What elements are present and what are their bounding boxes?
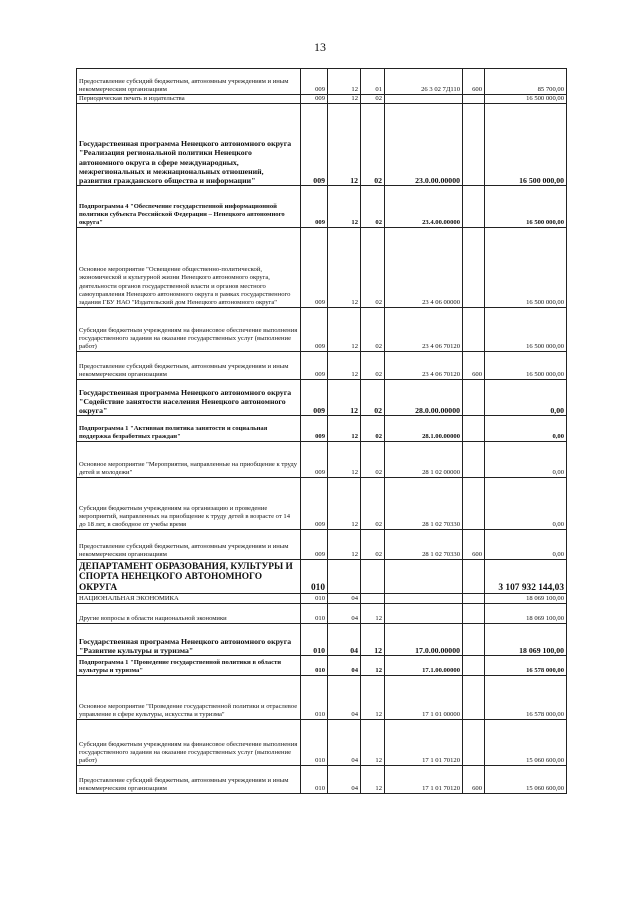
row-expense-type bbox=[463, 104, 485, 186]
row-expense-type bbox=[463, 604, 485, 624]
row-name: Другие вопросы в области национальной экономики bbox=[77, 604, 301, 624]
row-ved-code: 010 bbox=[301, 656, 328, 676]
row-amount: 16 578 000,00 bbox=[485, 676, 567, 720]
row-amount: 18 069 100,00 bbox=[485, 604, 567, 624]
row-expense-type bbox=[463, 416, 485, 442]
row-subsection-code: 02 bbox=[361, 352, 385, 380]
table-row bbox=[77, 69, 567, 95]
row-expense-type bbox=[463, 656, 485, 676]
row-section-code: 12 bbox=[328, 228, 361, 308]
row-amount: 15 060 600,00 bbox=[485, 720, 567, 766]
row-target-code: 23.4.00.00000 bbox=[385, 186, 463, 228]
row-name: Основное мероприятие "Освещение общественно-политической, экономической и культурной жизни Ненецкого автономного округа, деятельности органов государственной власти и органов местного самоуправления Ненецкого автономного округа в рамках государственного задания ГБУ НАО "Издательский дом Ненецкого автономного округа" bbox=[77, 228, 301, 308]
row-expense-type bbox=[463, 594, 485, 604]
row-amount: 15 060 600,00 bbox=[485, 766, 567, 794]
table-row bbox=[77, 766, 567, 794]
row-ved-code: 009 bbox=[301, 478, 328, 530]
row-subsection-code: 02 bbox=[361, 104, 385, 186]
table-row bbox=[77, 560, 567, 594]
row-target-code: 23 4 06 70120 bbox=[385, 308, 463, 352]
table-row bbox=[77, 95, 567, 104]
row-subsection-code bbox=[361, 560, 385, 594]
row-amount: 18 069 100,00 bbox=[485, 594, 567, 604]
row-ved-code: 009 bbox=[301, 530, 328, 560]
row-name: Подпрограмма 1 "Активная политика занятости и социальная поддержка безработных граждан" bbox=[77, 416, 301, 442]
row-ved-code: 009 bbox=[301, 442, 328, 478]
row-target-code: 23 4 06 00000 bbox=[385, 228, 463, 308]
row-name: Государственная программа Ненецкого автономного округа "Развитие культуры и туризма" bbox=[77, 624, 301, 656]
row-amount: 18 069 100,00 bbox=[485, 624, 567, 656]
row-subsection-code: 12 bbox=[361, 766, 385, 794]
row-expense-type bbox=[463, 478, 485, 530]
table-row bbox=[77, 380, 567, 416]
row-target-code: 28.0.00.00000 bbox=[385, 380, 463, 416]
row-ved-code: 009 bbox=[301, 416, 328, 442]
row-name: Периодическая печать и издательства bbox=[77, 95, 301, 104]
row-subsection-code: 01 bbox=[361, 69, 385, 95]
row-name: Предоставление субсидий бюджетным, автономным учреждениям и иным некоммерческим организациям bbox=[77, 530, 301, 560]
row-target-code: 28 1 02 70330 bbox=[385, 530, 463, 560]
row-subsection-code bbox=[361, 594, 385, 604]
row-subsection-code: 02 bbox=[361, 380, 385, 416]
row-subsection-code: 02 bbox=[361, 308, 385, 352]
table-row bbox=[77, 352, 567, 380]
row-target-code: 17.0.00.00000 bbox=[385, 624, 463, 656]
row-target-code: 28 1 02 00000 bbox=[385, 442, 463, 478]
table-row bbox=[77, 624, 567, 656]
table-row bbox=[77, 416, 567, 442]
row-expense-type bbox=[463, 95, 485, 104]
row-target-code: 17 1 01 70120 bbox=[385, 720, 463, 766]
row-ved-code: 009 bbox=[301, 186, 328, 228]
row-amount: 0,00 bbox=[485, 442, 567, 478]
row-section-code: 12 bbox=[328, 186, 361, 228]
table-row bbox=[77, 478, 567, 530]
row-name: Предоставление субсидий бюджетным, автономным учреждениям и иным некоммерческим организациям bbox=[77, 69, 301, 95]
row-target-code: 28 1 02 70330 bbox=[385, 478, 463, 530]
row-amount: 0,00 bbox=[485, 530, 567, 560]
row-amount: 16 500 000,00 bbox=[485, 186, 567, 228]
row-subsection-code: 02 bbox=[361, 442, 385, 478]
row-subsection-code: 02 bbox=[361, 478, 385, 530]
row-target-code: 23.0.00.00000 bbox=[385, 104, 463, 186]
table-row bbox=[77, 186, 567, 228]
row-name: Подпрограмма 4 "Обеспечение государственной информационной политики субъекта Российской Федерации – Ненецкого автономного округа" bbox=[77, 186, 301, 228]
row-subsection-code: 12 bbox=[361, 604, 385, 624]
row-expense-type bbox=[463, 186, 485, 228]
row-target-code: 23 4 06 70120 bbox=[385, 352, 463, 380]
table-row bbox=[77, 104, 567, 186]
row-amount: 0,00 bbox=[485, 478, 567, 530]
row-amount: 16 500 000,00 bbox=[485, 228, 567, 308]
row-ved-code: 010 bbox=[301, 766, 328, 794]
row-amount: 3 107 932 144,03 bbox=[485, 560, 567, 594]
row-subsection-code: 02 bbox=[361, 416, 385, 442]
budget-table-body bbox=[77, 69, 567, 794]
row-amount: 0,00 bbox=[485, 416, 567, 442]
row-expense-type: 600 bbox=[463, 352, 485, 380]
row-ved-code: 010 bbox=[301, 624, 328, 656]
page-number: 13 bbox=[314, 40, 326, 54]
row-section-code: 04 bbox=[328, 676, 361, 720]
row-subsection-code: 02 bbox=[361, 186, 385, 228]
row-subsection-code: 12 bbox=[361, 624, 385, 656]
row-ved-code: 010 bbox=[301, 594, 328, 604]
row-ved-code: 009 bbox=[301, 352, 328, 380]
row-amount: 16 500 000,00 bbox=[485, 352, 567, 380]
row-expense-type: 600 bbox=[463, 530, 485, 560]
budget-table bbox=[76, 68, 567, 794]
table-row bbox=[77, 308, 567, 352]
row-target-code: 17 1 01 70120 bbox=[385, 766, 463, 794]
row-expense-type bbox=[463, 442, 485, 478]
row-section-code: 12 bbox=[328, 416, 361, 442]
row-target-code: 17 1 01 00000 bbox=[385, 676, 463, 720]
table-row bbox=[77, 720, 567, 766]
row-name: Предоставление субсидий бюджетным, автономным учреждениям и иным некоммерческим организациям bbox=[77, 766, 301, 794]
row-expense-type bbox=[463, 308, 485, 352]
row-section-code: 12 bbox=[328, 308, 361, 352]
row-target-code bbox=[385, 594, 463, 604]
row-amount: 16 578 000,00 bbox=[485, 656, 567, 676]
row-section-code: 12 bbox=[328, 104, 361, 186]
table-row bbox=[77, 228, 567, 308]
row-section-code: 04 bbox=[328, 766, 361, 794]
table-row bbox=[77, 442, 567, 478]
row-expense-type: 600 bbox=[463, 69, 485, 95]
row-section-code: 12 bbox=[328, 69, 361, 95]
row-amount: 0,00 bbox=[485, 380, 567, 416]
row-expense-type bbox=[463, 720, 485, 766]
row-ved-code: 010 bbox=[301, 720, 328, 766]
row-expense-type bbox=[463, 560, 485, 594]
row-section-code: 04 bbox=[328, 594, 361, 604]
row-section-code: 04 bbox=[328, 720, 361, 766]
row-ved-code: 009 bbox=[301, 380, 328, 416]
row-expense-type: 600 bbox=[463, 766, 485, 794]
table-row bbox=[77, 656, 567, 676]
table-row bbox=[77, 530, 567, 560]
row-section-code: 12 bbox=[328, 352, 361, 380]
row-name: Государственная программа Ненецкого автономного округа "Реализация региональной политики Ненецкого автономного округа в сфере международных, межрегиональных и межнациональных отношений, развития гражданского общества и информации" bbox=[77, 104, 301, 186]
row-name: Подпрограмма 1 "Проведение государственной политики в области культуры и туризма" bbox=[77, 656, 301, 676]
table-row bbox=[77, 676, 567, 720]
row-subsection-code: 12 bbox=[361, 720, 385, 766]
row-ved-code: 009 bbox=[301, 69, 328, 95]
row-section-code: 12 bbox=[328, 442, 361, 478]
row-amount: 16 500 000,00 bbox=[485, 95, 567, 104]
row-name: Государственная программа Ненецкого автономного округа "Содействие занятости населения Ненецкого автономного округа" bbox=[77, 380, 301, 416]
row-subsection-code: 12 bbox=[361, 656, 385, 676]
row-name: ДЕПАРТАМЕНТ ОБРАЗОВАНИЯ, КУЛЬТУРЫ И СПОРТА НЕНЕЦКОГО АВТОНОМНОГО ОКРУГА bbox=[77, 560, 301, 594]
row-target-code: 26 3 02 7Д110 bbox=[385, 69, 463, 95]
row-subsection-code: 02 bbox=[361, 95, 385, 104]
row-section-code bbox=[328, 560, 361, 594]
row-section-code: 04 bbox=[328, 604, 361, 624]
row-name: Субсидии бюджетным учреждениям на финансовое обеспечение выполнения государственного задания на оказание государственных услуг (выполнение работ) bbox=[77, 308, 301, 352]
row-expense-type bbox=[463, 228, 485, 308]
row-amount: 16 500 000,00 bbox=[485, 308, 567, 352]
row-section-code: 04 bbox=[328, 656, 361, 676]
row-section-code: 04 bbox=[328, 624, 361, 656]
row-section-code: 12 bbox=[328, 478, 361, 530]
row-name: Субсидии бюджетным учреждениям на финансовое обеспечение выполнения государственного задания на оказание государственных услуг (выполнение работ) bbox=[77, 720, 301, 766]
row-target-code bbox=[385, 604, 463, 624]
row-name: НАЦИОНАЛЬНАЯ ЭКОНОМИКА bbox=[77, 594, 301, 604]
row-ved-code: 009 bbox=[301, 228, 328, 308]
row-amount: 85 700,00 bbox=[485, 69, 567, 95]
row-section-code: 12 bbox=[328, 530, 361, 560]
row-ved-code: 010 bbox=[301, 604, 328, 624]
table-row bbox=[77, 604, 567, 624]
row-ved-code: 009 bbox=[301, 104, 328, 186]
row-target-code: 17.1.00.00000 bbox=[385, 656, 463, 676]
row-expense-type bbox=[463, 676, 485, 720]
row-expense-type bbox=[463, 380, 485, 416]
table-row bbox=[77, 594, 567, 604]
row-target-code bbox=[385, 95, 463, 104]
row-name: Основное мероприятие "Проведение государственной политики и отраслевое управление в сфере культуры, искусства и туризма" bbox=[77, 676, 301, 720]
row-target-code: 28.1.00.00000 bbox=[385, 416, 463, 442]
row-section-code: 12 bbox=[328, 95, 361, 104]
row-subsection-code: 02 bbox=[361, 530, 385, 560]
row-ved-code: 009 bbox=[301, 95, 328, 104]
row-amount: 16 500 000,00 bbox=[485, 104, 567, 186]
row-expense-type bbox=[463, 624, 485, 656]
row-ved-code: 009 bbox=[301, 308, 328, 352]
row-section-code: 12 bbox=[328, 380, 361, 416]
row-subsection-code: 12 bbox=[361, 676, 385, 720]
row-name: Субсидии бюджетным учреждениям на организацию и проведение мероприятий, направленных на приобщение к труду детей в возрасте от 14 до 18 лет, в свободное от учебы время bbox=[77, 478, 301, 530]
row-ved-code: 010 bbox=[301, 560, 328, 594]
row-name: Основное мероприятие "Мероприятия, направленные на приобщение к труду детей и молодежи" bbox=[77, 442, 301, 478]
row-subsection-code: 02 bbox=[361, 228, 385, 308]
row-ved-code: 010 bbox=[301, 676, 328, 720]
row-name: Предоставление субсидий бюджетным, автономным учреждениям и иным некоммерческим организациям bbox=[77, 352, 301, 380]
row-target-code bbox=[385, 560, 463, 594]
